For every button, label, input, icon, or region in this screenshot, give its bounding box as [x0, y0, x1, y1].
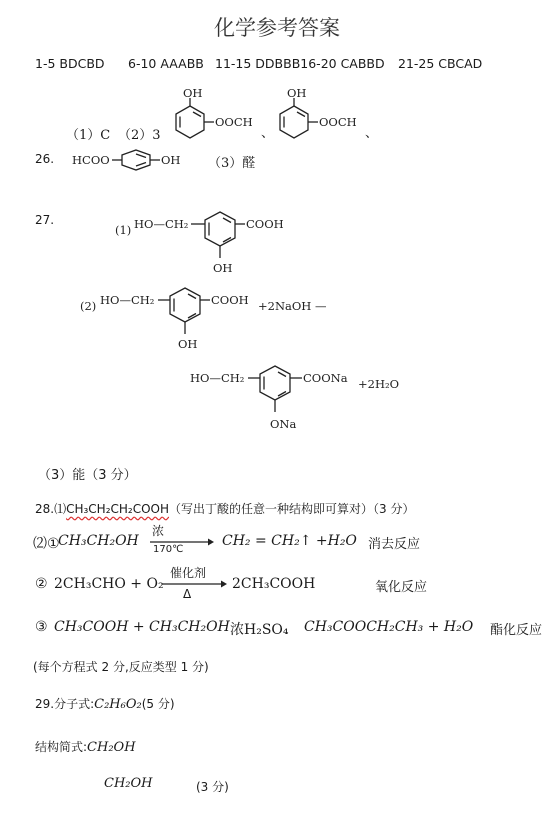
q26-part3: （3）醛	[208, 156, 256, 171]
answers-21-25: 21-25 CBCAD	[398, 56, 483, 71]
q27-cooh-label-2: COOH	[211, 293, 249, 307]
q26-oh-label-3: OH	[161, 153, 181, 167]
q27-ho-ch2-label-2: HO—CH₂	[100, 293, 155, 307]
q28-l3-type: 氧化反应	[375, 580, 428, 595]
q29-struct-line	[35, 738, 136, 755]
answers-6-10: 6-10 AAABB	[128, 56, 204, 71]
q26-number: 26.	[35, 152, 55, 166]
q26-structure-para	[70, 142, 210, 178]
q28-l4-num: ③	[35, 619, 48, 635]
q28-l2-product: CH₂ = CH₂↑ +H₂O	[222, 533, 357, 549]
q27-oh-label-2: OH	[178, 337, 198, 351]
q28-l3-product: 2CH₃COOH	[232, 576, 316, 592]
q28-line1	[35, 500, 414, 517]
page-title: 化学参考答案	[214, 16, 340, 40]
q28-l3-cond-top: 催化剂	[170, 566, 207, 580]
q28-l4-reactant: CH₃COOH + CH₃CH₂OH	[54, 619, 230, 635]
q28-l2-cond-bottom: 170℃	[153, 544, 184, 555]
q29-formula-label: 29.分子式:	[35, 697, 95, 711]
q28-l2-type: 消去反应	[368, 537, 421, 552]
q26-part2: （2）3	[118, 128, 161, 143]
q28-l2-cond-top: 浓	[152, 524, 165, 538]
q28-l3-arrow	[162, 579, 228, 589]
q27-number: 27.	[35, 213, 55, 227]
q28-l1-prefix: 28.⑴	[35, 502, 67, 516]
q26-ooch-label-1: OOCH	[215, 115, 253, 129]
q29-struct-top: CH₂OH	[87, 740, 136, 755]
q27-part2: (2)	[80, 299, 97, 313]
q29-struct-score: (3 分)	[196, 780, 229, 794]
q28-l2-arrow	[150, 537, 215, 547]
q27-plus-naoh: +2NaOH —	[258, 299, 327, 313]
q28-l2-num: ⑵①	[33, 536, 60, 552]
q29-struct-bottom: CH₂OH	[104, 776, 153, 791]
q28-l2-reactant: CH₃CH₂OH	[58, 533, 139, 549]
q28-l4-cond: 浓H₂SO₄	[230, 622, 289, 638]
q29-formula-score: (5 分)	[141, 697, 175, 711]
q28-l3-num: ②	[35, 576, 48, 592]
q27-oh-label-1: OH	[213, 261, 233, 275]
q29-struct-label: 结构简式:	[35, 740, 88, 754]
q26-part1: （1）C	[66, 128, 111, 143]
q29-formula-line	[35, 695, 175, 712]
q27-coona-label: COONa	[303, 371, 348, 385]
q27-ho-ch2-label-1: HO—CH₂	[134, 217, 189, 231]
q29-formula: C₂H₆O₂	[94, 697, 142, 712]
q28-l1-formula: CH₃CH₂CH₂COOH	[66, 502, 170, 516]
q28-scoring-note: (每个方程式 2 分,反应类型 1 分)	[33, 660, 209, 674]
q26-hcoo-label: HCOO	[72, 153, 110, 167]
q27-part3: （3）能（3 分）	[38, 468, 137, 483]
q27-structure-1	[115, 194, 315, 284]
answers-11-20: 11-15 DDBBB16-20 CABBD	[215, 56, 385, 71]
q28-l3-cond-bottom: Δ	[183, 587, 192, 601]
q27-plus-water: +2H₂O	[358, 377, 400, 391]
q27-part1: (1)	[115, 223, 132, 237]
q27-ona-label: ONa	[270, 417, 297, 431]
q26-oh-label-2: OH	[287, 86, 307, 100]
q28-l3-reactant: 2CH₃CHO + O₂	[54, 576, 164, 592]
q26-ooch-label-2: OOCH	[319, 115, 357, 129]
q26-separator: 、	[261, 126, 275, 141]
q27-cooh-label-1: COOH	[246, 217, 284, 231]
q27-product	[190, 358, 430, 436]
q28-l1-note: （写出丁酸的任意一种结构即可算对）（3 分）	[169, 502, 415, 516]
q26-oh-label-1: OH	[183, 86, 203, 100]
q28-l4-product: CH₃COOCH₂CH₃ + H₂O	[304, 619, 474, 635]
q26-separator-2: 、	[365, 126, 379, 141]
q27-structure-2	[80, 280, 360, 358]
q27-ho-ch2-label-3: HO—CH₂	[190, 371, 245, 385]
answers-1-5: 1-5 BDCBD	[35, 56, 105, 71]
q28-l4-type: 酯化反应	[490, 623, 543, 638]
